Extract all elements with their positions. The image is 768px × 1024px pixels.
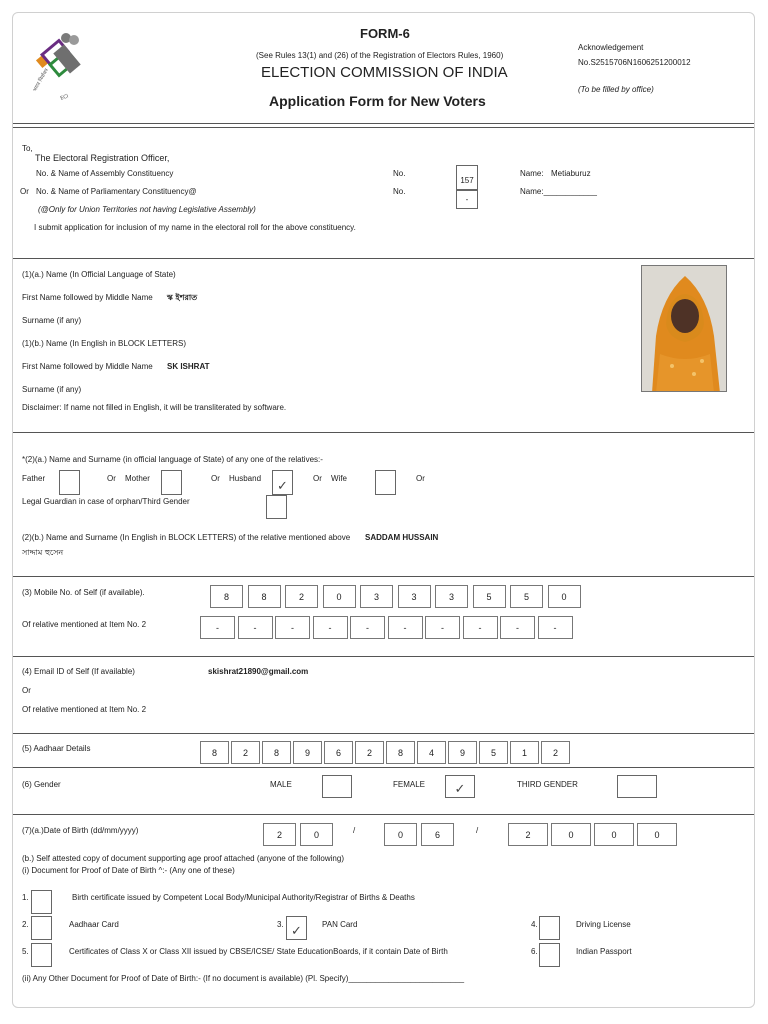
aadhaar-digit-box[interactable]: 8 — [262, 741, 291, 764]
female-checkbox[interactable] — [445, 775, 475, 798]
doc1-checkbox[interactable] — [31, 890, 52, 914]
or-label: Or — [211, 474, 220, 483]
commission-title: ELECTION COMMISSION OF INDIA — [261, 64, 508, 81]
mobile-digit-box[interactable]: 8 — [248, 585, 281, 608]
assembly-label: No. & Name of Assembly Constituency — [36, 169, 174, 178]
wife-checkbox[interactable] — [375, 470, 396, 495]
or-label: Or — [313, 474, 322, 483]
husband-checkbox[interactable] — [272, 470, 293, 495]
aadhaar-digit-box[interactable]: 2 — [355, 741, 384, 764]
assembly-no-field[interactable] — [456, 165, 478, 190]
other-proof-label: (ii) Any Other Document for Proof of Date of Birth:- (If no document is available) (Pl. Specify)__________________________ — [22, 974, 465, 983]
relative-mobile-digit-box[interactable]: - — [313, 616, 348, 639]
proof-i-label: (i) Document for Proof of Date of Birth ^:- (Any one of these) — [22, 866, 235, 875]
surname-local-label: Surname (if any) — [22, 316, 82, 325]
doc1-number: 1. — [22, 893, 29, 902]
doc6-checkbox[interactable] — [539, 943, 560, 967]
svg-text:भारत निर्वाचन: भारत निर्वाचन — [32, 67, 51, 93]
ack-label: Acknowledgement — [578, 43, 644, 52]
mobile-label: (3) Mobile No. of Self (if available). — [22, 588, 145, 597]
rules-text: (See Rules 13(1) and (26) of the Registration of Electors Rules, 1960) — [256, 51, 504, 60]
doc3-label: PAN Card — [322, 920, 358, 929]
doc5-checkbox[interactable] — [31, 943, 52, 967]
relative-name-en: SADDAM HUSSAIN — [365, 533, 439, 542]
mobile-digit-box[interactable]: 2 — [285, 585, 318, 608]
doc6-label: Indian Passport — [576, 947, 632, 956]
date-separator: / — [353, 826, 356, 835]
aadhaar-digit-box[interactable]: 4 — [417, 741, 446, 764]
doc2-number: 2. — [22, 920, 29, 929]
parliament-no-field[interactable] — [456, 190, 478, 209]
first-name-local-value: স্ক ইশরাত — [167, 293, 198, 302]
relative-mobile-digit-box[interactable]: - — [463, 616, 498, 639]
aadhaar-digit-box[interactable]: 5 — [479, 741, 508, 764]
relative-mobile-digit-box[interactable]: - — [500, 616, 535, 639]
assembly-name-label: Name: — [520, 169, 544, 178]
or-label: Or — [22, 686, 31, 695]
divider — [13, 127, 754, 128]
mother-checkbox[interactable] — [161, 470, 182, 495]
aadhaar-label: (5) Aadhaar Details — [22, 744, 91, 753]
doc6-number: 6. — [531, 947, 538, 956]
assembly-name-value: Metiaburuz — [551, 169, 591, 178]
mobile-digit-box[interactable]: 0 — [323, 585, 356, 608]
q1a-label: (1)(a.) Name (In Official Language of State) — [22, 270, 176, 279]
divider — [13, 767, 754, 768]
relative-mobile-digit-box[interactable]: - — [275, 616, 310, 639]
form-subtitle: Application Form for New Voters — [269, 93, 486, 109]
mobile-digit-box[interactable]: 0 — [548, 585, 581, 608]
dob-year-box[interactable]: 0 — [551, 823, 591, 846]
aadhaar-digit-box[interactable]: 2 — [231, 741, 260, 764]
father-label: Father — [22, 474, 46, 483]
relative-mobile-digit-box[interactable]: - — [200, 616, 235, 639]
divider — [13, 656, 754, 657]
divider — [13, 814, 754, 815]
q1b-label: (1)(b.) Name (In English in BLOCK LETTERS) — [22, 339, 187, 348]
office-note: (To be filled by office) — [578, 85, 654, 94]
doc3-number: 3. — [277, 920, 284, 929]
submit-text: I submit application for inclusion of my name in the electoral roll for the above constituency. — [34, 223, 356, 232]
male-checkbox[interactable] — [322, 775, 352, 798]
check-icon: ✓ — [291, 923, 302, 938]
or-label: Or — [107, 474, 116, 483]
doc4-checkbox[interactable] — [539, 916, 560, 940]
male-label: MALE — [270, 780, 292, 789]
disclaimer-text: Disclaimer: If name not filled in English, it will be transliterated by software. — [22, 403, 287, 412]
first-name-local-label: First Name followed by Middle Name — [22, 293, 153, 302]
surname-en-label: Surname (if any) — [22, 385, 82, 394]
mother-label: Mother — [125, 474, 150, 483]
to-label: To, — [22, 144, 33, 153]
doc5-number: 5. — [22, 947, 29, 956]
doc2-checkbox[interactable] — [31, 916, 52, 940]
mobile-digit-box[interactable]: 5 — [473, 585, 506, 608]
dob-day-box[interactable]: 2 — [263, 823, 296, 846]
proof-b-label: (b.) Self attested copy of document supporting age proof attached (anyone of the following) — [22, 854, 344, 863]
relative-mobile-digit-box[interactable]: - — [238, 616, 273, 639]
officer-label: The Electoral Registration Officer, — [35, 153, 170, 163]
dob-month-box[interactable]: 6 — [421, 823, 454, 846]
female-label: FEMALE — [393, 780, 426, 789]
doc4-label: Driving License — [576, 920, 631, 929]
father-checkbox[interactable] — [59, 470, 80, 495]
date-separator: / — [476, 826, 479, 835]
divider — [13, 432, 754, 433]
relative-name-local: সাদ্দাম হুসেন — [22, 548, 64, 557]
mobile-digit-box[interactable]: 3 — [360, 585, 393, 608]
aadhaar-digit-box[interactable]: 9 — [293, 741, 322, 764]
parliament-name: Name:____________ — [520, 187, 597, 196]
divider — [13, 733, 754, 734]
dob-year-box[interactable]: 0 — [637, 823, 677, 846]
divider — [13, 258, 754, 259]
svg-text:ECI: ECI — [59, 93, 70, 102]
relative-mobile-label: Of relative mentioned at Item No. 2 — [22, 620, 147, 629]
first-name-en-label: First Name followed by Middle Name — [22, 362, 153, 371]
aadhaar-digit-box[interactable]: 1 — [510, 741, 539, 764]
email-label: (4) Email ID of Self (If available) — [22, 667, 135, 676]
ut-note: (@Only for Union Territories not having Legislative Assembly) — [38, 205, 256, 214]
relative-mobile-digit-box[interactable]: - — [350, 616, 385, 639]
aadhaar-digit-box[interactable]: 2 — [541, 741, 570, 764]
parliament-label: No. & Name of Parliamentary Constituency@ — [36, 187, 197, 196]
assembly-no-label: No. — [393, 169, 406, 178]
check-icon: ✓ — [454, 781, 466, 796]
check-icon: ✓ — [277, 478, 288, 493]
assembly-no-value: 157 — [460, 176, 474, 185]
divider — [13, 123, 754, 124]
q2a-label: *(2)(a.) Name and Surname (in official language of State) of any one of the relatives:- — [22, 455, 323, 464]
doc3-checkbox[interactable] — [286, 916, 307, 940]
relative-mobile-digit-box[interactable]: - — [538, 616, 573, 639]
guardian-checkbox[interactable] — [266, 495, 287, 519]
guardian-label: Legal Guardian in case of orphan/Third Gender — [22, 497, 190, 506]
aadhaar-digit-box[interactable]: 8 — [386, 741, 415, 764]
dob-day-box[interactable]: 0 — [300, 823, 333, 846]
divider — [13, 576, 754, 577]
dob-year-box[interactable]: 2 — [508, 823, 548, 846]
email-value: skishrat21890@gmail.com — [208, 667, 309, 676]
third-gender-label: THIRD GENDER — [517, 780, 578, 789]
doc2-label: Aadhaar Card — [69, 920, 119, 929]
dob-month-box[interactable]: 0 — [384, 823, 417, 846]
or-label: Or — [20, 187, 29, 196]
parliament-no-label: No. — [393, 187, 406, 196]
q2b-label: (2)(b.) Name and Surname (In English in BLOCK LETTERS) of the relative mentioned above — [22, 533, 351, 542]
doc4-number: 4. — [531, 920, 538, 929]
dob-year-box[interactable]: 0 — [594, 823, 634, 846]
ack-number: No.S2515706N1606251200012 — [578, 58, 691, 67]
wife-label: Wife — [331, 474, 347, 483]
gender-label: (6) Gender — [22, 780, 61, 789]
mobile-digit-box[interactable]: 3 — [435, 585, 468, 608]
mobile-digit-box[interactable]: 3 — [398, 585, 431, 608]
aadhaar-digit-box[interactable]: 6 — [324, 741, 353, 764]
aadhaar-digit-box[interactable]: 8 — [200, 741, 229, 764]
dob-label: (7)(a.)Date of Birth (dd/mm/yyyy) — [22, 826, 139, 835]
aadhaar-digit-box[interactable]: 9 — [448, 741, 477, 764]
eci-logo — [26, 30, 98, 102]
husband-label: Husband — [229, 474, 262, 483]
mobile-digit-box[interactable]: 8 — [210, 585, 243, 608]
doc1-label: Birth certificate issued by Competent Local Body/Municipal Authority/Registrar of Births & Deaths — [72, 893, 415, 902]
relative-mobile-digit-box[interactable]: - — [425, 616, 460, 639]
relative-email-label: Of relative mentioned at Item No. 2 — [22, 705, 147, 714]
doc5-label: Certificates of Class X or Class XII issued by CBSE/ICSE/ State EducationBoards, if it contain Date of Birth — [69, 947, 448, 956]
applicant-photo — [641, 265, 727, 392]
or-label: Or — [416, 474, 425, 483]
first-name-en-value: SK ISHRAT — [167, 362, 210, 371]
third-gender-checkbox[interactable] — [617, 775, 657, 798]
parliament-no-value: - — [465, 195, 469, 204]
form-number: FORM-6 — [360, 26, 410, 41]
mobile-digit-box[interactable]: 5 — [510, 585, 543, 608]
relative-mobile-digit-box[interactable]: - — [388, 616, 423, 639]
